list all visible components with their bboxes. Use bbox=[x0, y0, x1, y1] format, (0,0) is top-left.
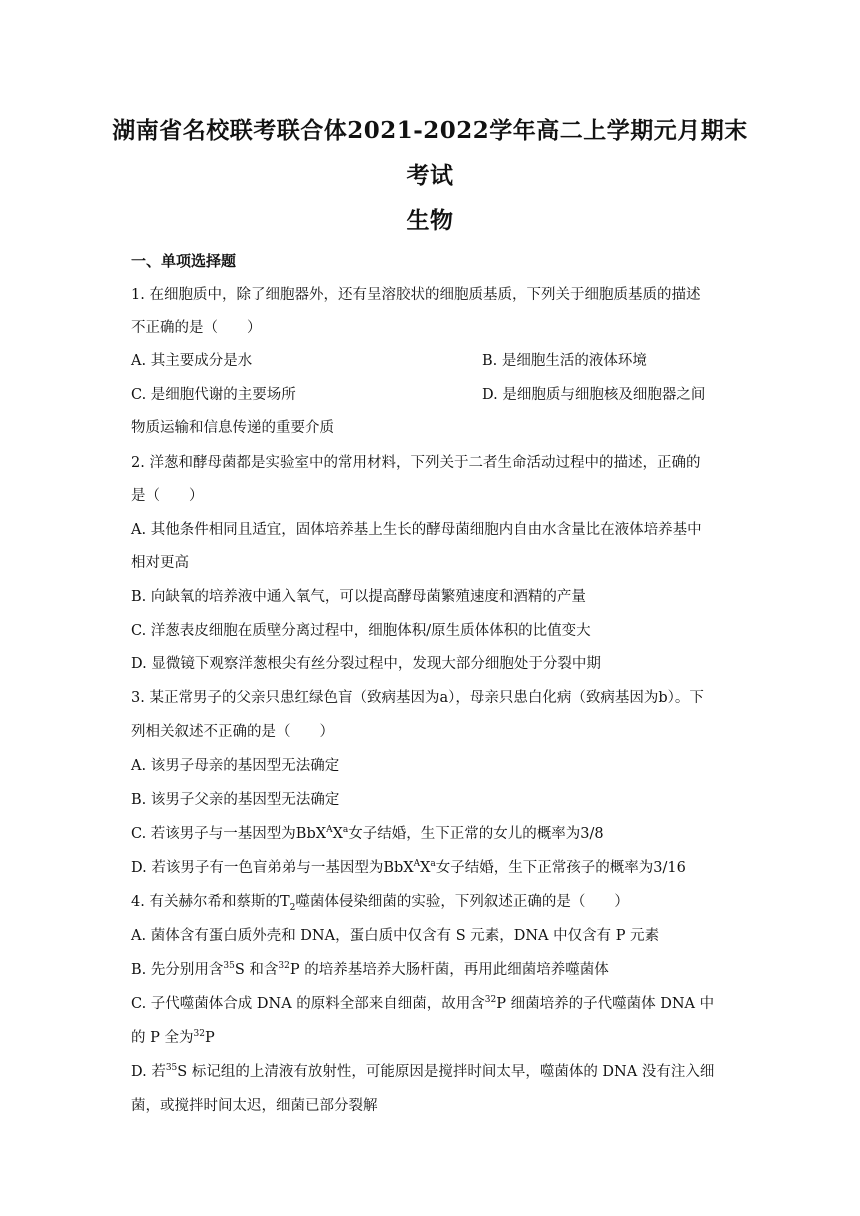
q4-option-b-sup-35: 35 bbox=[223, 961, 235, 972]
q3-option-d-sup-a-lower: a bbox=[430, 859, 436, 870]
q3-option-c-x: X bbox=[332, 826, 343, 842]
q2-option-d: D. 显微镜下观察洋葱根尖有丝分裂过程中，发现大部分细胞处于分裂中期 bbox=[131, 656, 601, 672]
q1-option-c: C. 是细胞代谢的主要场所 bbox=[131, 387, 296, 403]
q3-option-c-sup-a-upper: A bbox=[326, 825, 333, 836]
q2-option-a-continued: 相对更高 bbox=[131, 555, 189, 571]
q1-stem-continued: 不正确的是（ ） bbox=[131, 320, 262, 336]
q2-option-b: B. 向缺氧的培养液中通入氧气，可以提高酵母菌繁殖速度和酒精的产量 bbox=[131, 589, 586, 605]
q1-option-a: A. 其主要成分是水 bbox=[131, 353, 253, 369]
q1-option-d-continued: 物质运输和信息传递的重要介质 bbox=[131, 420, 334, 436]
q3-option-c-tail: 女子结婚，生下正常的女儿的概率为3/8 bbox=[348, 826, 604, 842]
q4-option-a: A. 菌体含有蛋白质外壳和 DNA，蛋白质中仅含有 S 元素，DNA 中仅含有 P 元素 bbox=[131, 928, 660, 944]
q4-option-b-tail: P 的培养基培养大肠杆菌，再用此细菌培养噬菌体 bbox=[289, 962, 609, 978]
q2-option-a: A. 其他条件相同且适宜，固体培养基上生长的酵母菌细胞内自由水含量比在液体培养基中 bbox=[131, 522, 702, 538]
q1-option-d: D. 是细胞质与细胞核及细胞器之间 bbox=[482, 387, 706, 403]
q3-option-d-tail: 女子结婚，生下正常孩子的概率为3/16 bbox=[435, 860, 686, 876]
q1-stem: 1. 在细胞质中，除了细胞器外，还有呈溶胶状的细胞质基质，下列关于细胞质基质的描述 bbox=[131, 287, 701, 303]
q2-stem-continued: 是（ ） bbox=[131, 488, 204, 504]
q4-option-c-tail: P 细菌培养的子代噬菌体 DNA 中 bbox=[496, 996, 715, 1012]
q4-option-c-sup-32: 32 bbox=[484, 995, 497, 1006]
q4-option-c-text: C. 子代噬菌体合成 DNA 的原料全部来自细菌，故用含 bbox=[131, 996, 485, 1012]
q4-option-c-continued bbox=[131, 1026, 215, 1047]
q4-option-b-sup-32: 32 bbox=[278, 961, 290, 972]
q4-option-c2-sup-32: 32 bbox=[193, 1029, 205, 1040]
q4-option-b-mid: S 和含 bbox=[234, 962, 279, 978]
q2-option-c: C. 洋葱表皮细胞在质壁分离过程中，细胞体积/原生质体体积的比值变大 bbox=[131, 623, 591, 639]
subject-title: 生物 bbox=[406, 207, 454, 234]
q3-option-c-sup-a-lower: a bbox=[342, 825, 349, 836]
q4-option-d-text: D. 若 bbox=[131, 1064, 166, 1080]
q4-option-b-text: B. 先分别用含 bbox=[131, 962, 224, 978]
q3-option-c bbox=[131, 822, 604, 843]
q3-option-b: B. 该男子父亲的基因型无法确定 bbox=[131, 792, 340, 808]
q4-option-c2-tail: P bbox=[204, 1030, 215, 1046]
q3-stem-continued: 列相关叙述不正确的是（ ） bbox=[131, 724, 334, 740]
q3-option-d-sup-a-upper: A bbox=[413, 859, 421, 870]
q4-stem-text: 4. 有关赫尔希和蔡斯的T bbox=[131, 894, 290, 910]
q4-option-c2-text: 的 P 全为 bbox=[131, 1030, 194, 1046]
q4-option-c bbox=[131, 992, 714, 1013]
exam-title: 湖南省名校联考联合体2021-2022学年高二上学期元月期末 bbox=[112, 117, 748, 144]
q4-stem-sub: 2 bbox=[289, 902, 296, 913]
q3-option-d bbox=[131, 856, 686, 877]
section-heading: 一、单项选择题 bbox=[131, 252, 237, 270]
q3-option-d-x: X bbox=[420, 860, 431, 876]
q2-stem: 2. 洋葱和酵母菌都是实验室中的常用材料，下列关于二者生命活动过程中的描述，正确的 bbox=[131, 455, 701, 471]
q3-option-c-text: C. 若该男子与一基因型为BbX bbox=[131, 826, 327, 842]
q4-option-d-continued: 菌，或搅拌时间太迟，细菌已部分裂解 bbox=[131, 1098, 378, 1114]
q4-option-d-sup-35: 35 bbox=[165, 1063, 178, 1074]
q4-option-d-tail: S 标记组的上清液有放射性，可能原因是搅拌时间太早，噬菌体的 DNA 没有注入细 bbox=[177, 1064, 715, 1080]
q4-stem-tail: 噬菌体侵染细菌的实验，下列叙述正确的是（ ） bbox=[295, 894, 629, 910]
q3-option-a: A. 该男子母亲的基因型无法确定 bbox=[131, 758, 340, 774]
q4-stem bbox=[131, 890, 629, 913]
q4-option-b bbox=[131, 958, 609, 979]
exam-title-continued: 考试 bbox=[406, 162, 454, 189]
q3-stem: 3. 某正常男子的父亲只患红绿色盲（致病基因为a），母亲只患白化病（致病基因为b）。下 bbox=[131, 690, 704, 706]
q3-option-d-text: D. 若该男子有一色盲弟弟与一基因型为BbX bbox=[131, 860, 414, 876]
q4-option-d bbox=[131, 1060, 714, 1081]
q1-option-b: B. 是细胞生活的液体环境 bbox=[482, 353, 647, 369]
